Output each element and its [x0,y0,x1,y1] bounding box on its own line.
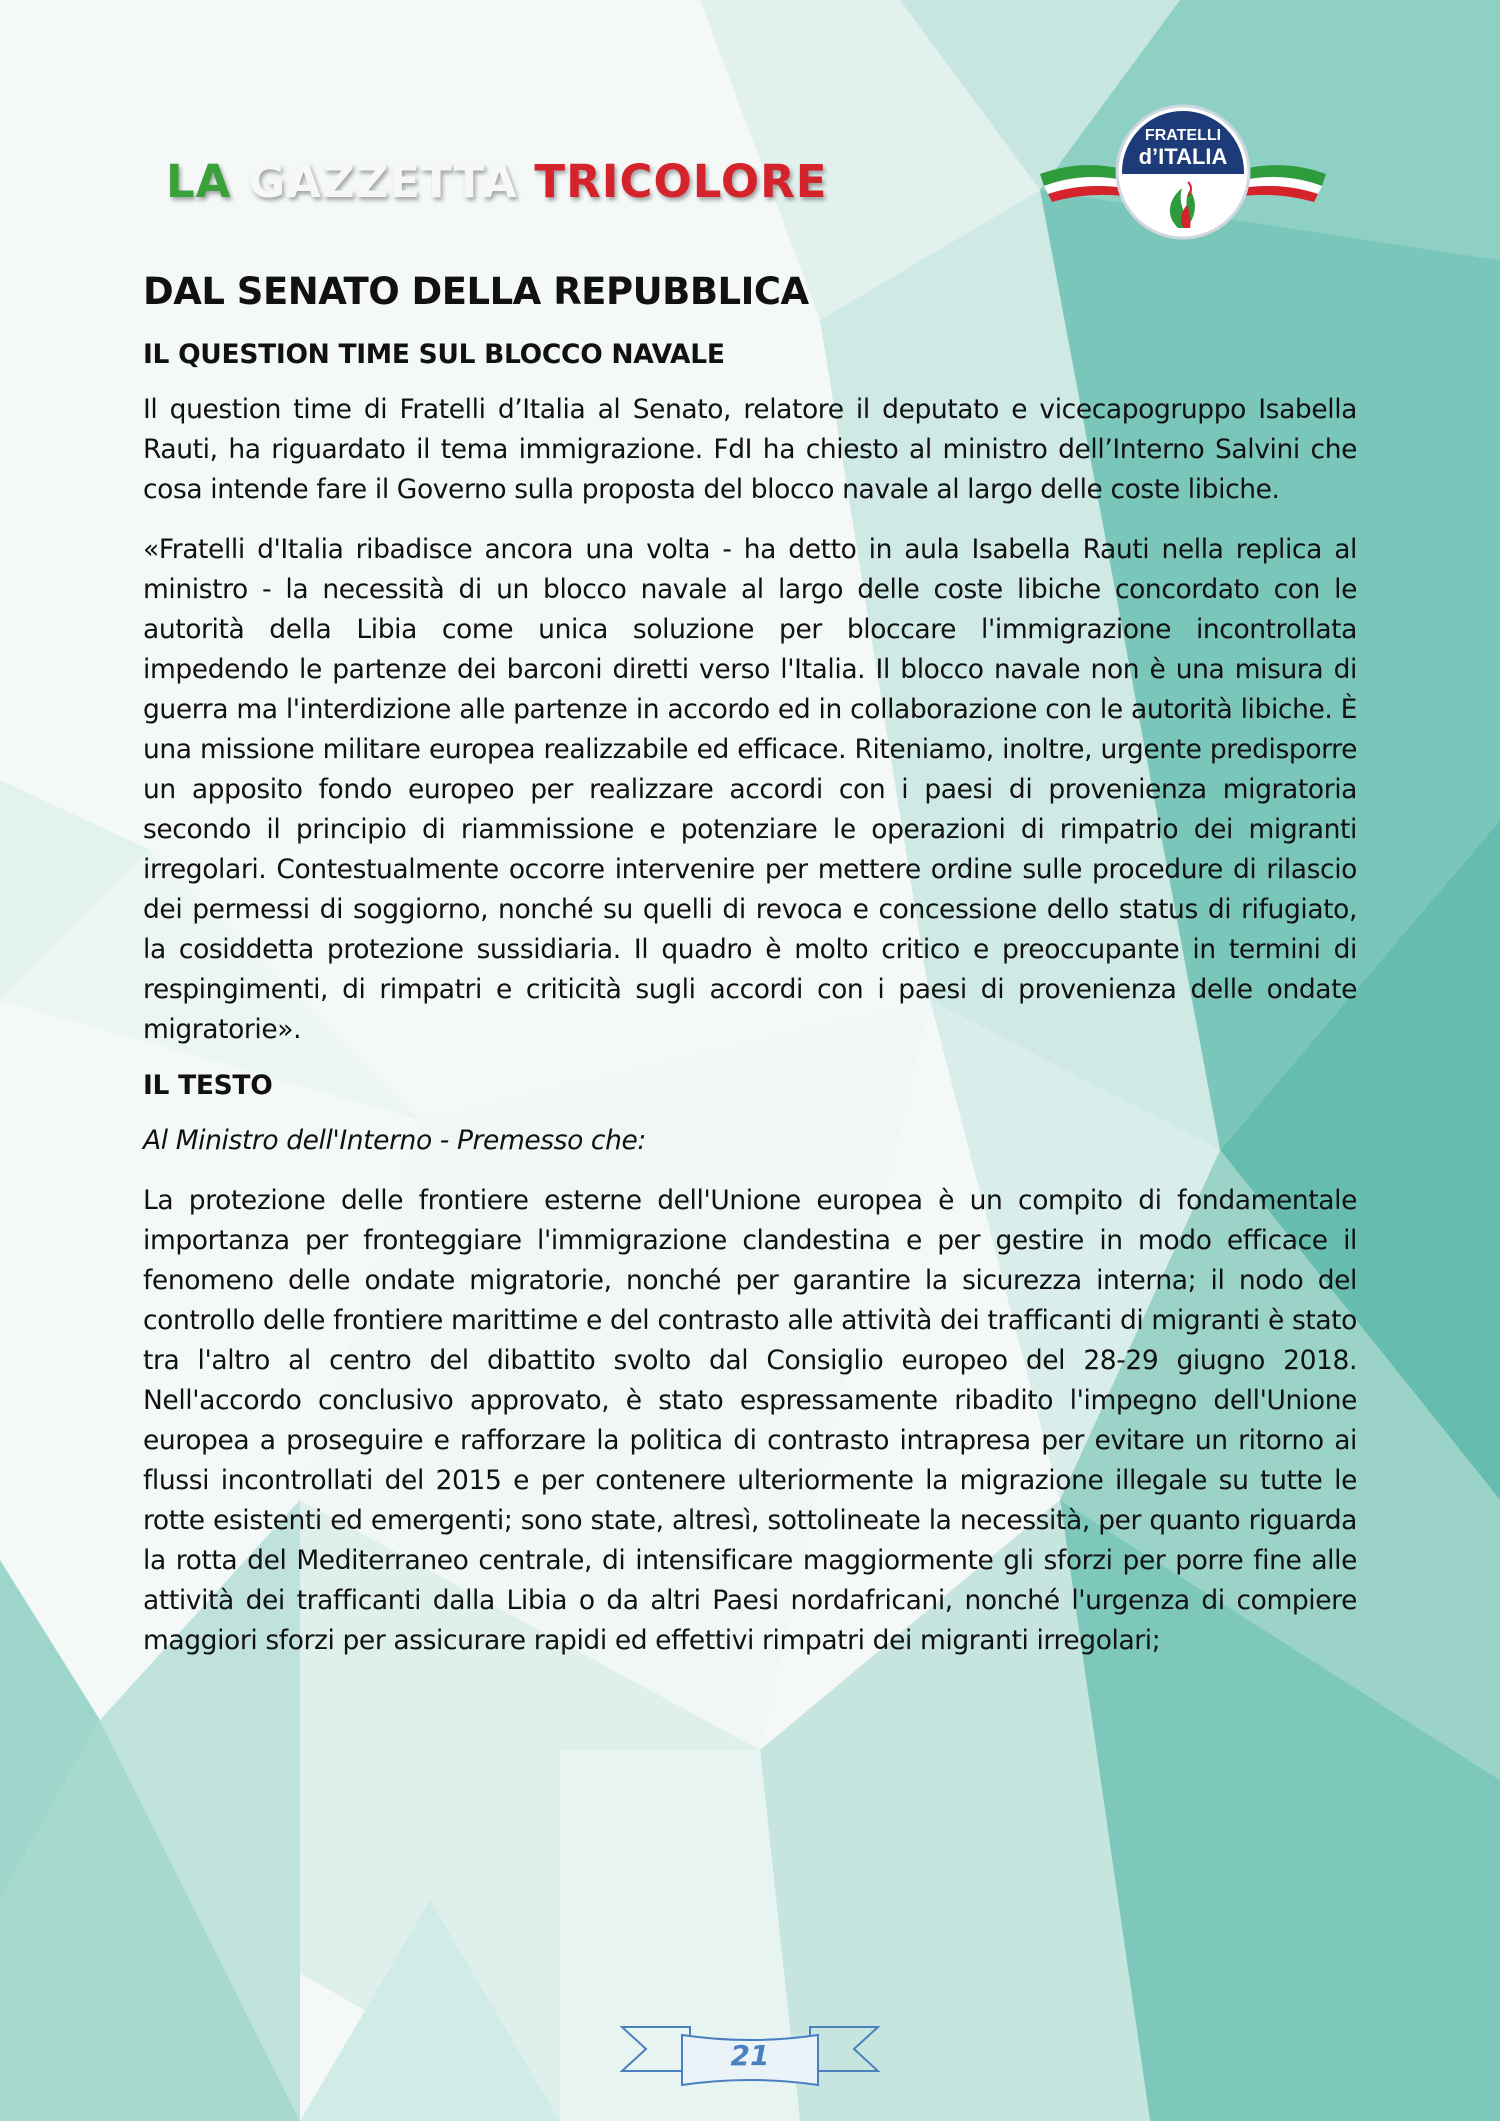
text-subheading: IL TESTO [143,1070,273,1101]
quote-paragraph: «Fratelli d'Italia ribadisce ancora una volta - ha detto in aula Isabella Rauti nella replica al ministro - la necessità di un blocco navale al largo delle coste libiche concordato con le autorità della Libia come unica soluzione per bloccare l'immigrazione incontrollata impedendo le partenze dei barconi diretti verso l'Italia. Il blocco navale non è una misura di guerra ma l'interdizione alle partenze in accordo ed in collaborazione con le autorità libiche. È una missione militare europea realizzabile ed efficace. Riteniamo, inoltre, urgente predisporre un apposito fondo europeo per realizzare accordi con i paesi di provenienza migratoria secondo il principio di riammissione e potenziare le operazioni di rimpatrio dei migranti irregolari. Contestualmente occorre intervenire per mettere ordine sulle procedure di rilascio dei permessi di soggiorno, nonché su quelli di revoca e concessione dello status di rifugiato, la cosiddetta protezione sussidiaria. Il quadro è molto critico e preoccupante in termini di respingimenti, di rimpatri e criticità sugli accordi con i paesi di provenienza delle ondate migratorie». [143,534,1357,1045]
page-number: 21 [730,2039,770,2072]
article-paragraph: Il question time di Fratelli d’Italia al Senato, relatore il deputato e vicecapogruppo Isabella Rauti, ha riguardato il tema immigrazione. FdI ha chiesto al ministro dell’Interno Salvini che cosa intende fare il Governo sulla proposta del blocco navale al largo delle coste libiche. [143,394,1357,505]
intro-line: Al Ministro dell'Interno - Premesso che: [143,1125,646,1156]
article-paragraph: La protezione delle frontiere esterne dell'Unione europea è un compito di fondamentale importanza per fronteggiare l'immigrazione clandestina e per gestire in modo efficace il fenomeno delle ondate migratorie, nonché per garantire la sicurezza interna; il nodo del controllo delle frontiere marittime e del contrasto alle attività dei trafficanti di migranti è stato tra l'altro al centro del dibattito svolto dal Consiglio europeo del 28-29 giugno 2018. Nell'accordo conclusivo approvato, è stato espressamente ribadito l'impegno dell'Unione europea a proseguire e rafforzare la politica di contrasto intrapresa per evitare un ritorno ai flussi incontrollati del 2015 e per contenere ulteriormente la migrazione illegale su tutte le rotte esistenti ed emergenti; sono state, altresì, sottolineate la necessità, per quanto riguarda la rotta del Mediterraneo centrale, di intensificare maggiormente gli sforzi per porre fine alle attività dei trafficanti dalla Libia o da altri Paesi nordafricani, nonché l'urgenza di compiere maggiori sforzi per assicurare rapidi ed effettivi rimpatri dei migranti irregolari; [143,1185,1357,1656]
article-headline: IL QUESTION TIME SUL BLOCCO NAVALE [143,339,725,370]
fratelli-ditalia-logo [1038,102,1328,242]
logo-text-ditalia: d’ITALIA [1138,144,1228,169]
masthead-word-la: LA [166,155,232,208]
article-body [143,270,1357,1681]
section-title: DAL SENATO DELLA REPUBBLICA [143,270,809,313]
logo-text-fratelli: FRATELLI [1144,127,1222,144]
masthead-word-tricolore: TRICOLORE [534,155,828,208]
masthead-title [166,155,827,208]
masthead-word-gazzetta: GAZZETTA [248,155,518,208]
